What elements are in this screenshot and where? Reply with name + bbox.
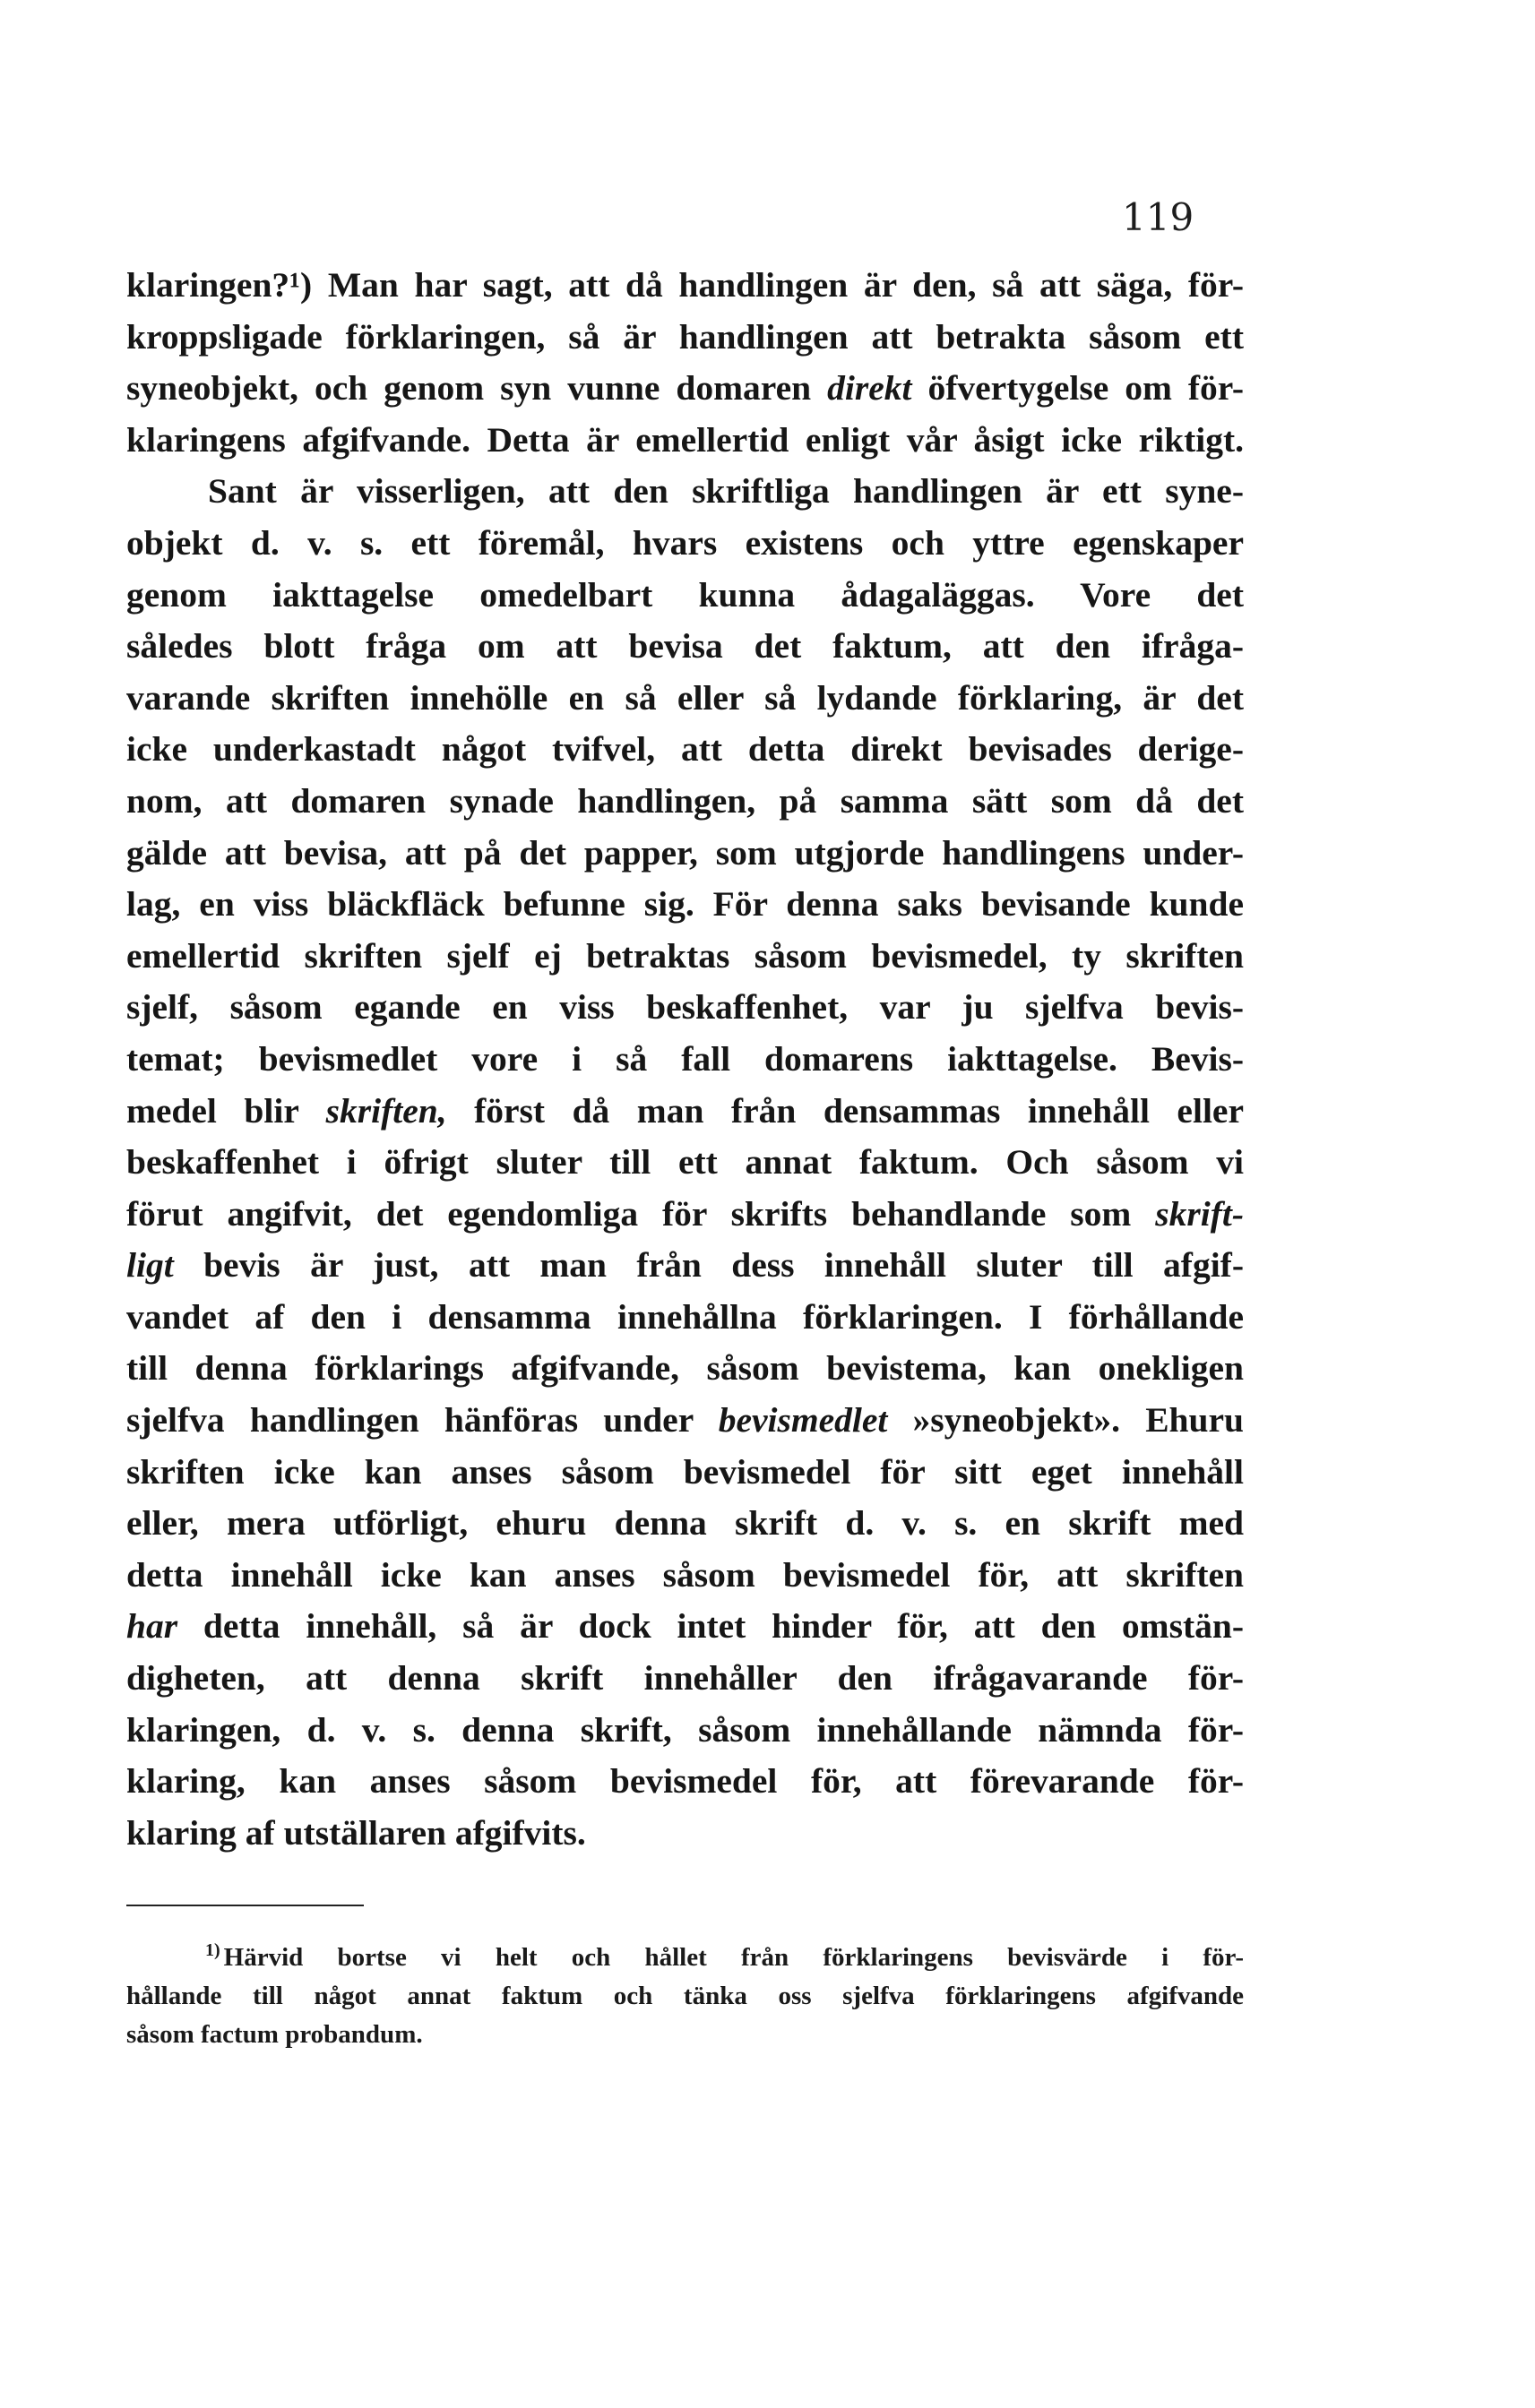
text-line: varande skriften innehölle en så eller så lydande förklaring, är det — [126, 677, 1244, 718]
text-line: klaringen?¹) Man har sagt, att då handlingen är den, så att säga, för- — [126, 265, 1244, 305]
text-line: klaringens afgifvande. Detta är emellertid enligt vår åsigt icke riktigt. — [126, 419, 1244, 460]
footnote-text: Härvid bortse vi helt och hållet från förklaringens bevisvärde i för- — [223, 1943, 1244, 1972]
text-line: emellertid skriften sjelf ej betraktas såsom bevismedel, ty skriften — [126, 935, 1244, 976]
text-line: lag, en viss bläckfläck befunne sig. För denna saks bevisande kunde — [126, 884, 1244, 924]
body-text — [126, 260, 1244, 1859]
text-line: till denna förklarings afgifvande, såsom bevistema, kan onekligen — [126, 1348, 1244, 1389]
text-line: Sant är visserligen, att den skriftliga handlingen är ett syne- — [208, 471, 1244, 512]
text-line: beskaffenhet i öfrigt sluter till ett annat faktum. Och såsom vi — [126, 1142, 1244, 1182]
text-line: icke underkastadt något tvifvel, att detta direkt bevisades derige- — [126, 729, 1244, 770]
footnote-divider — [126, 1905, 364, 1906]
footnote — [126, 1931, 1244, 2054]
page-number: 119 — [1122, 195, 1194, 239]
footnote-line: såsom factum probandum. — [126, 2020, 423, 2049]
text-line: digheten, att denna skrift innehåller den ifrågavarande för- — [126, 1658, 1244, 1698]
text-line: genom iakttagelse omedelbart kunna ådagaläggas. Vore det — [126, 574, 1244, 615]
text-line: klaringen, d. v. s. denna skrift, såsom innehållande nämnda för- — [126, 1709, 1244, 1750]
text-line: detta innehåll icke kan anses såsom bevismedel för, att skriften — [126, 1554, 1244, 1595]
text-line: medel blir skriften, först då man från densammas innehåll eller — [126, 1090, 1244, 1131]
text-line: eller, mera utförligt, ehuru denna skrift d. v. s. en skrift med — [126, 1503, 1244, 1544]
text-line: klaring af utställaren afgifvits. — [126, 1812, 586, 1853]
text-line: förut angifvit, det egendomliga för skrifts behandlande som skrift- — [126, 1193, 1244, 1234]
text-line: sjelf, såsom egande en viss beskaffenhet, var ju sjelfva bevis- — [126, 987, 1244, 1028]
text-line: kroppsligade förklaringen, så är handlingen att betrakta såsom ett — [126, 316, 1244, 357]
text-line: vandet af den i densamma innehållna förklaringen. I förhållande — [126, 1296, 1244, 1337]
text-line: ligt bevis är just, att man från dess innehåll sluter till afgif- — [126, 1245, 1244, 1286]
text-line: nom, att domaren synade handlingen, på samma sätt som då det — [126, 780, 1244, 821]
text-line: således blott fråga om att bevisa det faktum, att den ifråga- — [126, 626, 1244, 666]
text-line: klaring, kan anses såsom bevismedel för, att förevarande för- — [126, 1761, 1244, 1802]
text-line: temat; bevismedlet vore i så fall domarens iakttagelse. Bevis- — [126, 1038, 1244, 1079]
text-line: syneobjekt, och genom syn vunne domaren direkt öfvertygelse om för- — [126, 368, 1244, 408]
text-line: har detta innehåll, så är dock intet hinder för, att den omstän- — [126, 1606, 1244, 1647]
footnote-line: hållande till något annat faktum och tänka oss sjelfva förklaringens afgifvande — [126, 1982, 1244, 2010]
text-line: skriften icke kan anses såsom bevismedel för sitt eget innehåll — [126, 1451, 1244, 1492]
text-line: gälde att bevisa, att på det papper, som utgjorde handlingens under- — [126, 832, 1244, 873]
text-line: objekt d. v. s. ett föremål, hvars existens och yttre egenskaper — [126, 522, 1244, 563]
text-line: sjelfva handlingen hänföras under bevismedlet »syneobjekt». Ehuru — [126, 1400, 1244, 1440]
footnote-marker: 1) — [205, 1940, 220, 1960]
footnote-line — [126, 1931, 1244, 1977]
